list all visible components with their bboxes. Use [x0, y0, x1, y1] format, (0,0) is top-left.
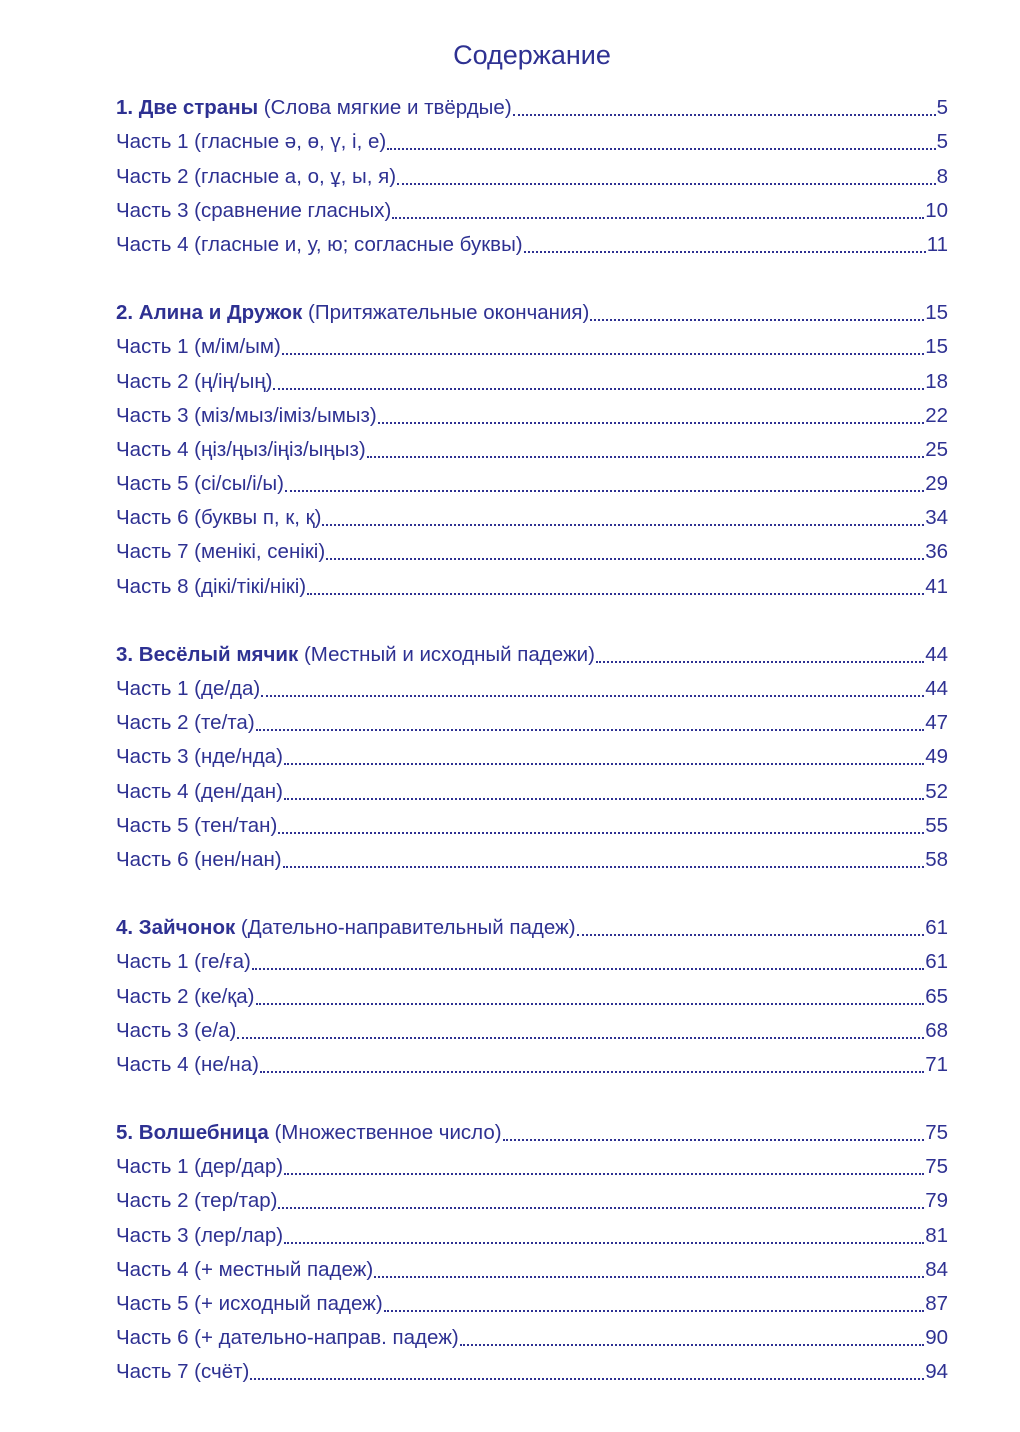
page-number: 44 — [925, 642, 948, 666]
chapter-label — [116, 638, 595, 672]
dot-leader — [283, 775, 925, 809]
toc-part-row[interactable] — [116, 1321, 948, 1355]
dot-leader — [283, 1150, 925, 1184]
chapter-subtitle: (Местный и исходный падежи) — [298, 642, 595, 666]
part-label: Часть 1 (м/ім/ым) — [116, 335, 281, 359]
dot-leader — [589, 296, 925, 330]
part-label: Часть 6 (буквы п, к, қ) — [116, 506, 322, 530]
part-label: Часть 8 (дікі/тікі/нікі) — [116, 574, 307, 598]
toc-part-row[interactable] — [116, 809, 948, 843]
dot-leader — [523, 228, 927, 262]
part-label: Часть 7 (менікі, сенікі) — [116, 540, 326, 564]
dot-leader — [255, 706, 926, 740]
page-number: 18 — [925, 369, 948, 393]
part-label: Часть 2 (ке/қа) — [116, 984, 255, 1008]
part-label: Часть 2 (тер/тар) — [116, 1189, 278, 1213]
dot-leader — [277, 1184, 925, 1218]
toc-part-row[interactable] — [116, 228, 948, 262]
chapter-label — [116, 91, 512, 125]
dot-leader — [255, 980, 926, 1014]
toc-part-row[interactable] — [116, 740, 948, 774]
part-label: Часть 1 (гласные ә, ө, ү, і, е) — [116, 130, 387, 154]
part-label: Часть 4 (ден/дан) — [116, 779, 283, 803]
toc-section — [116, 1116, 948, 1390]
page-number: 15 — [925, 301, 948, 325]
toc-chapter-row[interactable] — [116, 91, 948, 125]
toc-part-row[interactable] — [116, 1287, 948, 1321]
toc-part-row[interactable] — [116, 364, 948, 398]
page-number: 87 — [925, 1292, 948, 1315]
toc-part-row[interactable] — [116, 467, 948, 501]
part-label: Часть 7 (счёт) — [116, 1360, 250, 1384]
toc-part-row[interactable] — [116, 1048, 948, 1082]
part-label: Часть 6 (нен/нан) — [116, 847, 282, 871]
dot-leader — [576, 911, 926, 945]
dot-leader — [277, 809, 925, 843]
toc-part-row[interactable] — [116, 1014, 948, 1048]
part-label: Часть 1 (де/да) — [116, 677, 261, 700]
page-number: 5 — [936, 130, 948, 154]
dot-leader — [283, 1219, 925, 1253]
part-label: Часть 5 (+ исходный падеж) — [116, 1292, 383, 1315]
page-number: 61 — [925, 916, 948, 940]
page-number: 25 — [925, 437, 948, 461]
part-label: Часть 3 (сравнение гласных) — [116, 198, 392, 222]
toc-section — [116, 911, 948, 1082]
part-label: Часть 6 (+ дательно-направ. падеж) — [116, 1326, 459, 1350]
page-title: Содержание — [453, 40, 611, 70]
dot-leader — [282, 843, 926, 877]
page-number: 61 — [925, 950, 948, 974]
dot-leader — [236, 1014, 925, 1048]
part-label: Часть 4 (гласные и, у, ю; согласные буквы) — [116, 232, 523, 256]
dot-leader — [386, 125, 936, 159]
toc-part-row[interactable] — [116, 774, 948, 808]
toc-part-row[interactable] — [116, 945, 948, 979]
page-number: 44 — [925, 677, 948, 700]
chapter-label — [116, 911, 576, 945]
page-number: 94 — [925, 1360, 948, 1384]
page-number: 29 — [925, 472, 948, 496]
toc-part-row[interactable] — [116, 330, 948, 364]
dot-leader — [321, 501, 925, 535]
page-number: 71 — [925, 1052, 948, 1076]
toc-part-row[interactable] — [116, 1253, 948, 1287]
part-label: Часть 5 (тен/тан) — [116, 813, 278, 837]
dot-leader — [373, 1253, 925, 1287]
chapter-title: 3. Весёлый мячик — [116, 642, 299, 666]
dot-leader — [377, 399, 925, 433]
page-number: 81 — [925, 1223, 948, 1247]
chapter-title: 1. Две страны — [116, 96, 259, 120]
toc-part-row[interactable] — [116, 399, 948, 433]
dot-leader — [502, 1116, 926, 1150]
toc-part-row[interactable] — [116, 125, 948, 159]
page-number: 15 — [925, 335, 948, 359]
dot-leader — [595, 638, 925, 672]
page-number: 55 — [925, 813, 948, 837]
dot-leader — [249, 1355, 925, 1389]
toc-chapter-row[interactable] — [116, 638, 948, 672]
dot-leader — [272, 365, 925, 399]
dot-leader — [325, 535, 925, 569]
toc-part-row[interactable] — [116, 501, 948, 535]
toc-part-row[interactable] — [116, 1184, 948, 1218]
part-label: Часть 2 (те/та) — [116, 711, 255, 735]
chapter-subtitle: (Множественное число) — [268, 1121, 502, 1145]
dot-leader — [251, 945, 925, 979]
page-number: 49 — [925, 745, 948, 769]
part-label: Часть 3 (лер/лар) — [116, 1223, 284, 1247]
dot-leader — [259, 1048, 925, 1082]
toc-chapter-row[interactable] — [116, 1116, 948, 1150]
page-number: 75 — [925, 1121, 948, 1145]
toc-part-row[interactable] — [116, 979, 948, 1013]
dot-leader — [260, 672, 925, 706]
toc-chapter-row[interactable] — [116, 296, 948, 330]
dot-leader — [281, 330, 925, 364]
page-number: 75 — [925, 1155, 948, 1179]
page-number: 10 — [925, 198, 948, 222]
toc-part-row[interactable] — [116, 1355, 948, 1389]
toc-section — [116, 296, 948, 604]
page-number: 5 — [936, 96, 948, 120]
toc-chapter-row[interactable] — [116, 911, 948, 945]
chapter-title: 2. Алина и Дружок — [116, 301, 303, 325]
toc-part-row[interactable] — [116, 159, 948, 193]
toc-part-row[interactable] — [116, 672, 948, 706]
part-label: Часть 4 (не/на) — [116, 1052, 259, 1076]
chapter-label — [116, 296, 589, 330]
toc-section — [116, 638, 948, 877]
part-label: Часть 2 (гласные а, о, ұ, ы, я) — [116, 164, 397, 188]
page-number: 68 — [925, 1018, 948, 1042]
dot-leader — [283, 740, 925, 774]
page-number: 22 — [925, 403, 948, 427]
toc-part-row[interactable] — [116, 433, 948, 467]
chapter-subtitle: (Дательно-направительный падеж) — [235, 916, 576, 940]
chapter-label — [116, 1116, 502, 1150]
toc-part-row[interactable] — [116, 1150, 948, 1184]
part-label: Часть 3 (міз/мыз/іміз/ымыз) — [116, 403, 377, 427]
part-label: Часть 3 (нде/нда) — [116, 745, 283, 769]
dot-leader — [383, 1287, 926, 1321]
dot-leader — [284, 467, 925, 501]
part-label: Часть 1 (ге/ға) — [116, 950, 251, 974]
toc-part-row[interactable] — [116, 535, 948, 569]
toc-part-row[interactable] — [116, 194, 948, 228]
page-number: 47 — [925, 711, 948, 735]
toc-part-row[interactable] — [116, 843, 948, 877]
page-number: 36 — [925, 540, 948, 564]
part-label: Часть 4 (+ местный падеж) — [116, 1257, 374, 1281]
page-number: 90 — [925, 1326, 948, 1350]
chapter-subtitle: (Притяжательные окончания) — [302, 301, 590, 325]
dot-leader — [459, 1321, 925, 1355]
page-number: 8 — [936, 164, 948, 188]
table-of-contents — [116, 91, 948, 1423]
part-label: Часть 3 (е/а) — [116, 1018, 237, 1042]
part-label: Часть 4 (ңіз/ңыз/іңіз/ыңыз) — [116, 437, 366, 461]
toc-part-row[interactable] — [116, 569, 948, 603]
page-number: 11 — [926, 232, 948, 256]
part-label: Часть 2 (ң/iң/ың) — [116, 369, 273, 393]
toc-part-row[interactable] — [116, 1218, 948, 1252]
chapter-subtitle: (Слова мягкие и твёрдые) — [258, 96, 512, 120]
part-label: Часть 5 (сі/сы/і/ы) — [116, 472, 284, 496]
page-number: 41 — [925, 574, 948, 598]
page-number: 79 — [925, 1189, 948, 1213]
part-label: Часть 1 (дер/дар) — [116, 1155, 284, 1179]
chapter-title: 4. Зайчонок — [116, 916, 236, 940]
dot-leader — [366, 433, 926, 467]
page-number: 58 — [925, 847, 948, 871]
page-number: 52 — [925, 779, 948, 803]
page-number: 34 — [925, 506, 948, 530]
dot-leader — [306, 570, 925, 604]
toc-section — [116, 91, 948, 262]
page-number: 65 — [925, 984, 948, 1008]
dot-leader — [396, 160, 937, 194]
dot-leader — [391, 194, 925, 228]
page-number: 84 — [925, 1257, 948, 1281]
dot-leader — [512, 91, 937, 125]
chapter-title: 5. Волшебница — [116, 1121, 269, 1145]
toc-part-row[interactable] — [116, 706, 948, 740]
